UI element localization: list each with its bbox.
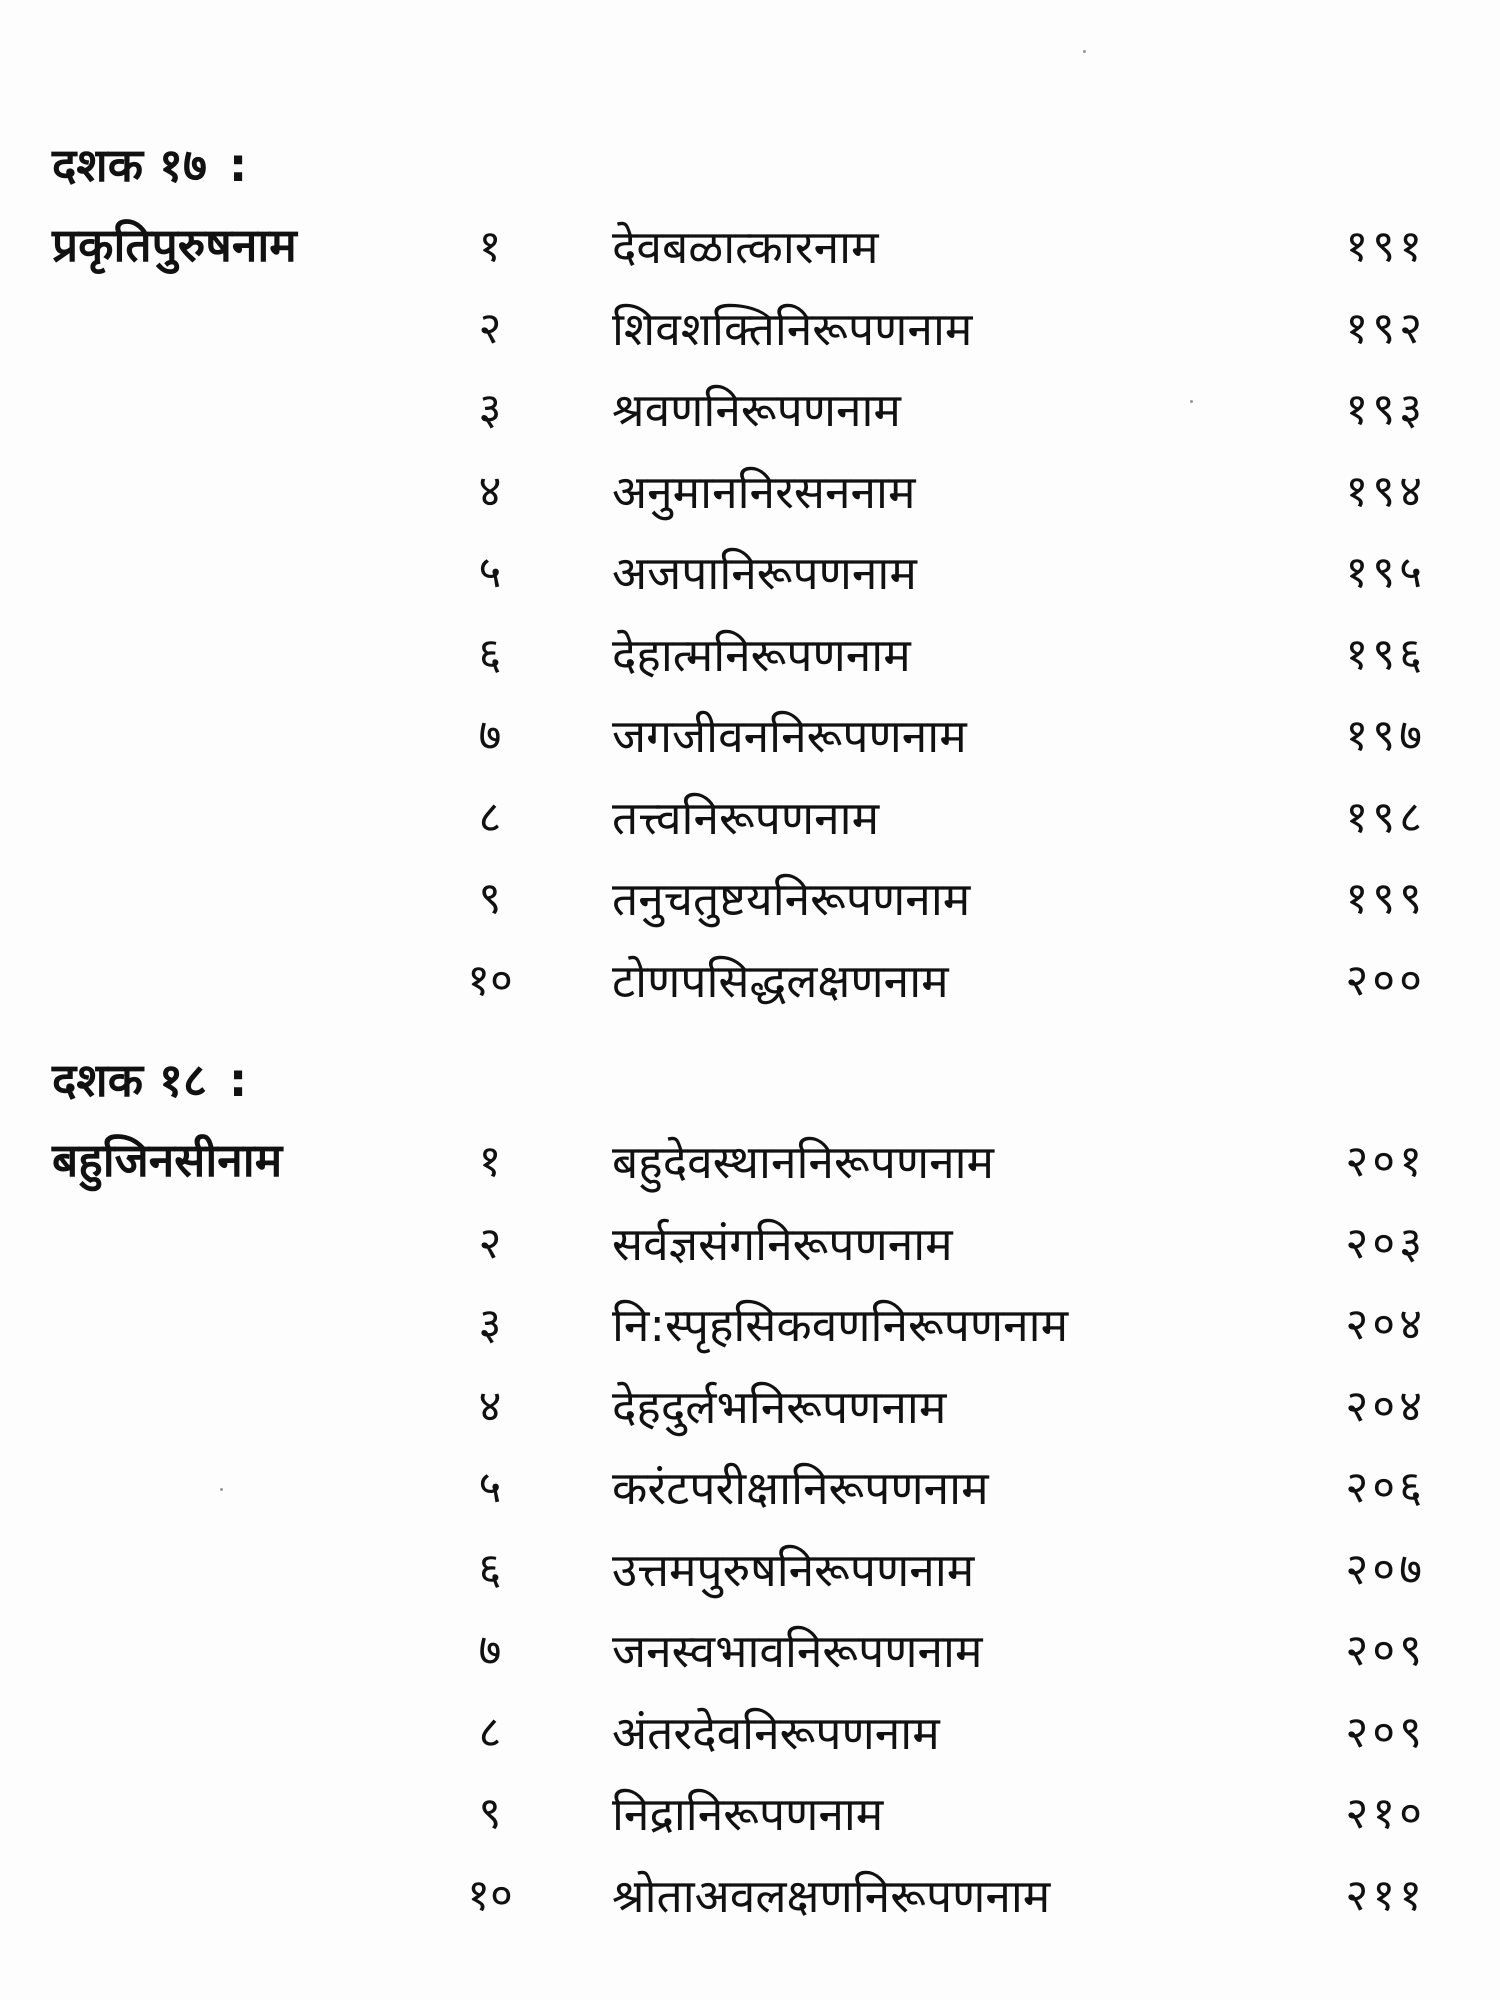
- entry-number: ८: [478, 791, 502, 843]
- entry-number: ७: [478, 1625, 502, 1676]
- entry-page-number: १९५: [1345, 547, 1426, 598]
- entry-title: टोणपसिद्धलक्षणनाम: [612, 953, 949, 1008]
- entry-page-number: २०९: [1345, 1706, 1426, 1758]
- toc-entry: [0, 1214, 1500, 1296]
- entry-number: २: [478, 1217, 502, 1269]
- toc-entry: [0, 1866, 1500, 1948]
- entry-page-number: १९८: [1345, 791, 1426, 843]
- entry-title: अनुमाननिरसननाम: [612, 464, 916, 519]
- entry-title: निद्रानिरूपणनाम: [612, 1787, 884, 1841]
- entry-number: १०: [467, 1869, 513, 1921]
- entry-number: ६: [478, 628, 502, 680]
- entry-title: नि:स्पृहसिकवणनिरूपणनाम: [612, 1298, 1069, 1352]
- entry-title: श्रवणनिरूपणनाम: [612, 383, 901, 437]
- entry-number: ५: [478, 547, 502, 598]
- toc-entry: [0, 543, 1500, 625]
- entry-number: ९: [478, 1788, 502, 1839]
- entry-title: अजपानिरूपणनाम: [612, 546, 917, 600]
- entry-title: जगजीवननिरूपणनाम: [612, 709, 967, 763]
- toc-entry: [0, 1458, 1500, 1540]
- toc-entry: [0, 951, 1500, 1033]
- toc-entry: [0, 625, 1500, 707]
- entry-number: २: [478, 302, 502, 354]
- toc-entry: [0, 1784, 1500, 1866]
- entry-title: बहुदेवस्थाननिरूपणनाम: [612, 1135, 995, 1189]
- section-heading-label: दशक १७: [52, 138, 207, 192]
- toc-entry: [0, 1540, 1500, 1622]
- entry-page-number: १९१: [1345, 221, 1426, 272]
- entry-page-number: २०१: [1345, 1136, 1426, 1187]
- entry-title: अंतरदेवनिरूपणनाम: [612, 1705, 940, 1760]
- toc-entry: [0, 462, 1500, 544]
- entry-title: श्रोताअवलक्षणनिरूपणनाम: [612, 1868, 1051, 1923]
- toc-entry: [0, 1703, 1500, 1785]
- toc-entry: [0, 1377, 1500, 1459]
- entry-title: तत्त्वनिरूपणनाम: [612, 790, 880, 845]
- entry-title: करंटपरीक्षानिरूपणनाम: [612, 1461, 989, 1515]
- entry-page-number: १९७: [1345, 710, 1426, 761]
- entry-number: १: [478, 221, 502, 272]
- entry-page-number: १९४: [1345, 465, 1426, 517]
- entry-page-number: २०६: [1345, 1462, 1426, 1513]
- entry-page-number: २००: [1345, 954, 1426, 1006]
- section-title: प्रकृतिपुरुषनाम: [52, 218, 297, 272]
- toc-entry: [0, 706, 1500, 788]
- entry-number: १: [478, 1136, 502, 1187]
- entry-page-number: २०४: [1345, 1299, 1426, 1350]
- entry-number: ३: [478, 384, 502, 435]
- entry-page-number: १९३: [1345, 384, 1426, 435]
- section-heading: [52, 1050, 247, 1110]
- section-heading-label: दशक १८: [52, 1053, 207, 1107]
- entry-title: उत्तमपुरुषनिरूपणनाम: [612, 1542, 975, 1597]
- toc-list: [0, 1132, 1500, 1947]
- section-heading-colon: :: [228, 138, 248, 192]
- entry-number: ५: [478, 1462, 502, 1513]
- toc-list: [0, 217, 1500, 1032]
- toc-entry: [0, 299, 1500, 381]
- section-title: बहुजिनसीनाम: [52, 1133, 283, 1187]
- entry-number: ४: [478, 465, 502, 517]
- entry-number: ३: [478, 1299, 502, 1350]
- entry-title: देहदुर्लभनिरूपणनाम: [612, 1379, 947, 1434]
- entry-page-number: २०९: [1345, 1625, 1426, 1676]
- entry-page-number: २०७: [1345, 1543, 1426, 1595]
- entry-number: १०: [467, 954, 513, 1006]
- toc-entry: [0, 1295, 1500, 1377]
- scan-speck: [1083, 50, 1086, 53]
- entry-number: ६: [478, 1543, 502, 1595]
- toc-entry: [0, 869, 1500, 951]
- entry-title: जनस्वभावनिरूपणनाम: [612, 1624, 983, 1678]
- toc-entry: [0, 217, 1500, 299]
- entry-title: सर्वज्ञसंगनिरूपणनाम: [612, 1216, 953, 1271]
- entry-page-number: २०४: [1345, 1380, 1426, 1432]
- entry-number: ४: [478, 1380, 502, 1432]
- entry-page-number: २०३: [1345, 1217, 1426, 1269]
- toc-entry: [0, 1621, 1500, 1703]
- section-heading-colon: :: [228, 1053, 248, 1107]
- entry-number: ८: [478, 1706, 502, 1758]
- toc-entry: [0, 788, 1500, 870]
- entry-page-number: १९२: [1345, 302, 1426, 354]
- entry-title: तनुचतुष्टयनिरूपणनाम: [612, 872, 971, 926]
- section-heading: [52, 135, 247, 195]
- entry-page-number: २११: [1345, 1869, 1426, 1921]
- entry-title: देवबळात्कारनाम: [612, 220, 879, 274]
- entry-page-number: २१०: [1345, 1788, 1426, 1839]
- entry-number: ७: [478, 710, 502, 761]
- entry-title: शिवशक्तिनिरूपणनाम: [612, 301, 973, 356]
- entry-page-number: १९९: [1345, 873, 1426, 924]
- entry-page-number: १९६: [1345, 628, 1426, 680]
- entry-number: ९: [478, 873, 502, 924]
- entry-title: देहात्मनिरूपणनाम: [612, 627, 911, 682]
- toc-entry: [0, 1132, 1500, 1214]
- toc-entry: [0, 380, 1500, 462]
